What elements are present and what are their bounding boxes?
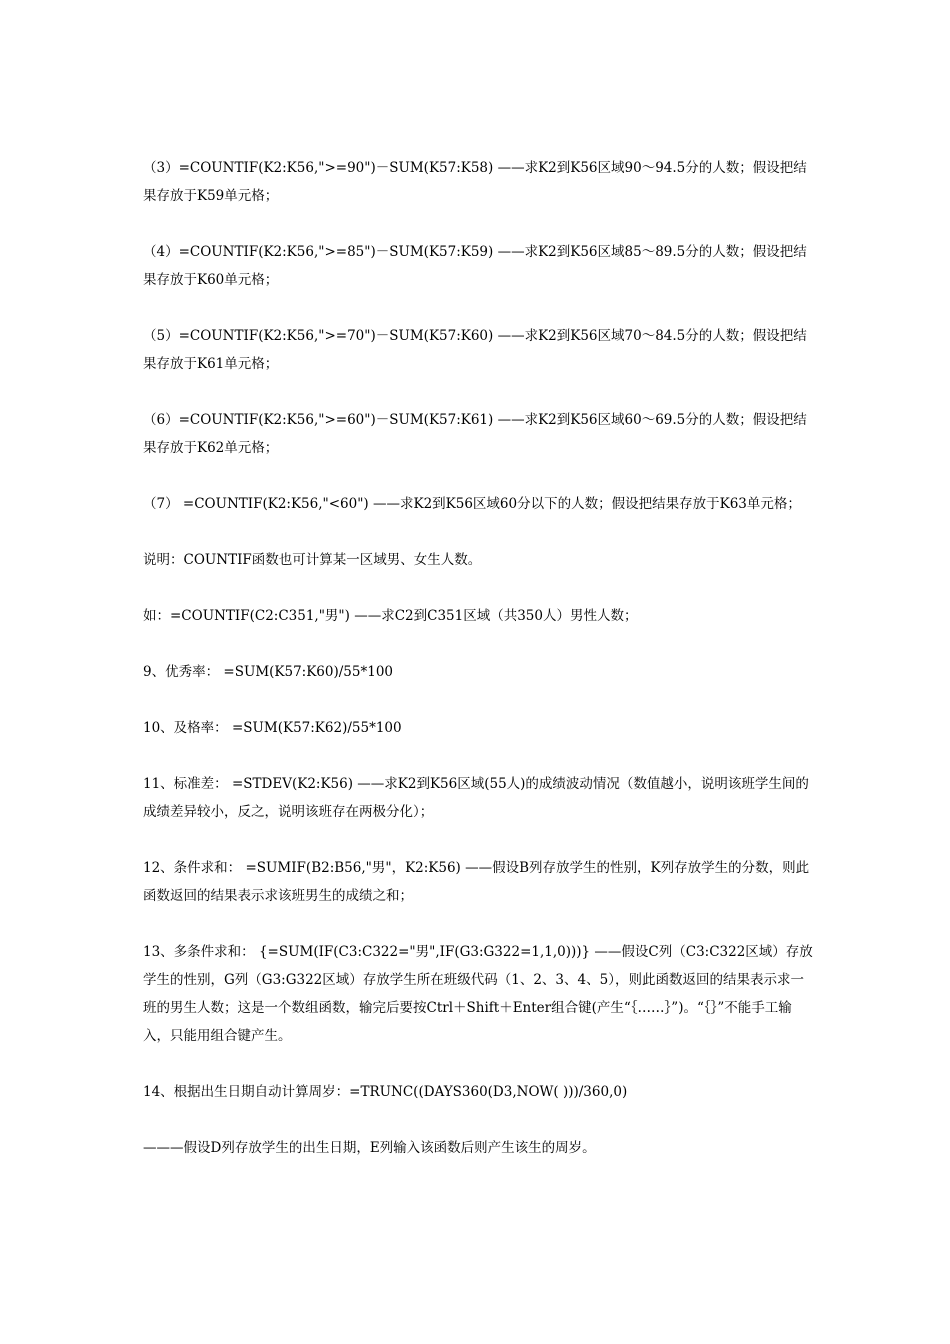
- paragraph-multi-condition-sum: 13、多条件求和： {=SUM(IF(C3:C322="男",IF(G3:G322=1,1,0)))} ——假设C列（C3:C322区域）存放学生的性别，G列（G3:G322区域）存放学生所在班级代码（1、2、3、4、5），则此函数返回的结果表示求一班的男生人数；这是一个数组函数，输完后要按Ctrl＋Shift＋Enter组合键(产生“｛……｝”)。“｛｝”不能手工输入，只能用组合键产生。: [143, 944, 813, 1044]
- paragraph-age-explanation: ———假设D列存放学生的出生日期，E列输入该函数后则产生该生的周岁。: [143, 1140, 596, 1156]
- paragraph-standard-deviation: 11、标准差： =STDEV(K2:K56) ——求K2到K56区域(55人)的成绩波动情况（数值越小，说明该班学生间的成绩差异较小，反之，说明该班存在两极分化）；: [143, 776, 809, 820]
- paragraph-conditional-sum: 12、条件求和： =SUMIF(B2:B56,"男"，K2:K56) ——假设B列存放学生的性别，K列存放学生的分数，则此函数返回的结果表示求该班男生的成绩之和；: [143, 860, 810, 904]
- paragraph-countif-below-60: （7） =COUNTIF(K2:K56,"<60") ——求K2到K56区域60分以下的人数；假设把结果存放于K63单元格；: [143, 496, 801, 512]
- paragraph-countif-90: （3）=COUNTIF(K2:K56,">=90")－SUM(K57:K58) ——求K2到K56区域90～94.5分的人数；假设把结果存放于K59单元格；: [143, 160, 807, 204]
- paragraph-countif-85: （4）=COUNTIF(K2:K56,">=85")－SUM(K57:K59) ——求K2到K56区域85～89.5分的人数；假设把结果存放于K60单元格；: [143, 244, 807, 288]
- paragraph-countif-70: （5）=COUNTIF(K2:K56,">=70")－SUM(K57:K60) ——求K2到K56区域70～84.5分的人数；假设把结果存放于K61单元格；: [143, 328, 807, 372]
- document-body: [143, 154, 813, 1190]
- paragraph-pass-rate: 10、及格率： =SUM(K57:K62)/55*100: [143, 720, 402, 736]
- paragraph-age-formula: 14、根据出生日期自动计算周岁：=TRUNC((DAYS360(D3,NOW( )))/360,0): [143, 1084, 628, 1100]
- paragraph-note: 说明：COUNTIF函数也可计算某一区域男、女生人数。: [143, 552, 482, 568]
- paragraph-excellent-rate: 9、优秀率： =SUM(K57:K60)/55*100: [143, 664, 393, 680]
- paragraph-countif-60: （6）=COUNTIF(K2:K56,">=60")－SUM(K57:K61) ——求K2到K56区域60～69.5分的人数；假设把结果存放于K62单元格；: [143, 412, 807, 456]
- paragraph-example: 如：=COUNTIF(C2:C351,"男") ——求C2到C351区域（共350人）男性人数；: [143, 608, 638, 624]
